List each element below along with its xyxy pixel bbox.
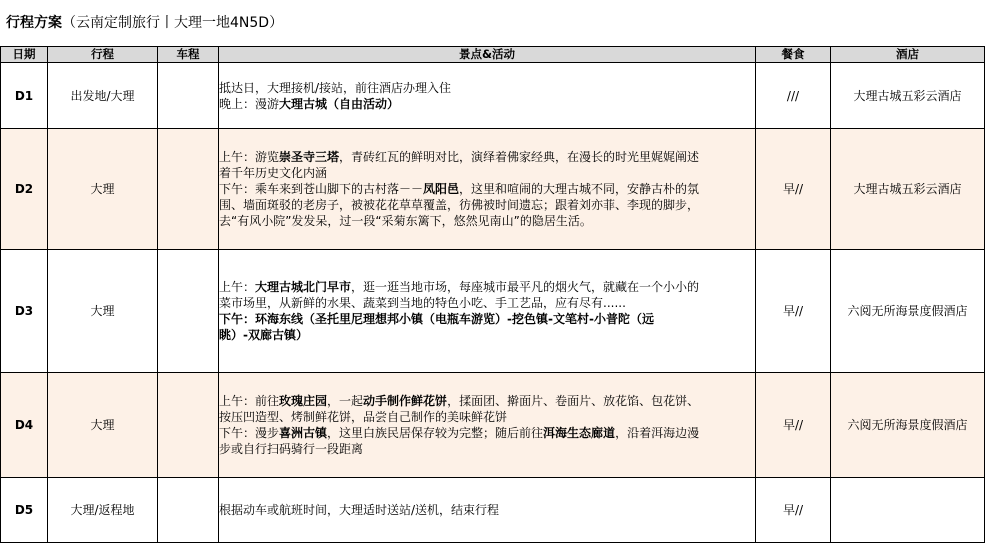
activity-line bbox=[219, 165, 755, 181]
table-row bbox=[1, 250, 985, 373]
activity-text: 下午：乘车来到苍山脚下的古村落－－ bbox=[219, 182, 424, 196]
meals-cell: 早// bbox=[756, 373, 831, 478]
hotel-cell: 大理古城五彩云酒店 bbox=[831, 129, 985, 250]
day-cell: D5 bbox=[1, 478, 48, 543]
activity-text: 晚上：漫游 bbox=[219, 96, 280, 111]
header-route: 行程 bbox=[48, 47, 158, 63]
meals-cell: /// bbox=[756, 63, 831, 129]
activity-text: 按压凹造型、烤制鲜花饼，品尝自己制作的美味鲜花饼 bbox=[219, 410, 508, 424]
activity-text: 着千年历史文化内涵 bbox=[219, 166, 328, 180]
activity-text: 抵达日，大理接机/接站，前往酒店办理入住 bbox=[219, 80, 452, 95]
activities-cell bbox=[219, 250, 756, 373]
activity-line bbox=[219, 409, 755, 425]
day-cell: D4 bbox=[1, 373, 48, 478]
activity-highlight: 下午：环海东线（圣托里尼理想邦小镇（电瓶车游览）-挖色镇-文笔村-小普陀（远 bbox=[219, 312, 654, 326]
day-cell: D3 bbox=[1, 250, 48, 373]
activity-highlight: 大理古城北门早市 bbox=[255, 280, 352, 294]
activity-line bbox=[219, 213, 755, 229]
hotel-cell: 大理古城五彩云酒店 bbox=[831, 63, 985, 129]
activity-text: 去“有风小院”发发呆，过一段“采菊东篱下，悠然见南山”的隐居生活。 bbox=[219, 214, 592, 228]
activity-text: 下午：漫步 bbox=[219, 426, 280, 440]
activity-highlight: 大理古城（自由活动） bbox=[279, 96, 400, 111]
activity-text: ，逛一逛当地市场，每座城市最平凡的烟火气，就藏在一个小小的 bbox=[351, 280, 700, 294]
activities-cell bbox=[219, 478, 756, 543]
route-cell: 大理 bbox=[48, 129, 158, 250]
activities-cell bbox=[219, 373, 756, 478]
activity-line bbox=[219, 279, 755, 295]
activity-text: ，青砖红瓦的鲜明对比，演绎着佛家经典，在漫长的时光里娓娓阐述 bbox=[339, 150, 700, 164]
meals-cell: 早// bbox=[756, 478, 831, 543]
activity-text: 上午：游览 bbox=[219, 150, 280, 164]
vehicle-cell bbox=[158, 373, 219, 478]
table-row bbox=[1, 373, 985, 478]
table-row bbox=[1, 129, 985, 250]
title-main: 行程方案 bbox=[6, 15, 62, 31]
activity-line bbox=[219, 327, 755, 343]
activity-line bbox=[219, 149, 755, 165]
activities-cell bbox=[219, 129, 756, 250]
header-vehicle: 车程 bbox=[158, 47, 219, 63]
route-cell: 大理 bbox=[48, 250, 158, 373]
activity-line bbox=[219, 197, 755, 213]
header-day: 日期 bbox=[1, 47, 48, 63]
activity-text: ，这里白族民居保存较为完整；随后前往 bbox=[327, 426, 544, 440]
hotel-cell bbox=[831, 478, 985, 543]
header-meals: 餐食 bbox=[756, 47, 831, 63]
activity-line bbox=[219, 295, 755, 311]
activity-line bbox=[219, 425, 755, 441]
activity-highlight: 玫瑰庄园 bbox=[279, 394, 328, 408]
route-cell: 大理/返程地 bbox=[48, 478, 158, 543]
activity-text: ，这里和喧闹的大理古城不同，安静古朴的氛 bbox=[459, 182, 700, 196]
route-cell: 大理 bbox=[48, 373, 158, 478]
vehicle-cell bbox=[158, 250, 219, 373]
header-hotel: 酒店 bbox=[831, 47, 985, 63]
activity-line bbox=[219, 80, 755, 96]
meals-cell: 早// bbox=[756, 129, 831, 250]
activity-highlight: 眺）-双廊古镇） bbox=[219, 328, 308, 342]
activity-highlight: 崇圣寺三塔 bbox=[279, 150, 340, 164]
activity-line bbox=[219, 393, 755, 409]
activity-line bbox=[219, 181, 755, 197]
vehicle-cell bbox=[158, 478, 219, 543]
activity-line bbox=[219, 96, 755, 112]
activity-highlight: 洱海生态廊道 bbox=[543, 426, 616, 440]
vehicle-cell bbox=[158, 129, 219, 250]
itinerary-table bbox=[0, 46, 985, 543]
table-row bbox=[1, 63, 985, 129]
day-cell: D2 bbox=[1, 129, 48, 250]
activity-text: 菜市场里，从新鲜的水果、蔬菜到当地的特色小吃、手工艺品，应有尽有...... bbox=[219, 296, 626, 310]
activity-text: 围、墙面斑驳的老房子，被被花花草草覆盖，彷佛被时间遗忘；跟着刘亦菲、李现的脚步， bbox=[219, 198, 700, 212]
route-cell: 出发地/大理 bbox=[48, 63, 158, 129]
activity-line bbox=[219, 311, 755, 327]
title-subtitle: （云南定制旅行丨大理一地4N5D） bbox=[62, 15, 284, 31]
activity-highlight: 凤阳邑 bbox=[423, 182, 460, 196]
activity-text: 步或自行扫码骑行一段距离 bbox=[219, 442, 364, 456]
meals-cell: 早// bbox=[756, 250, 831, 373]
activity-line bbox=[219, 441, 755, 457]
table-row bbox=[1, 478, 985, 543]
activity-highlight: 动手制作鲜花饼 bbox=[363, 394, 448, 408]
activity-text: 上午：前往 bbox=[219, 394, 280, 408]
header-row bbox=[1, 47, 985, 63]
hotel-cell: 六阅无所海景度假酒店 bbox=[831, 250, 985, 373]
activity-text: ，揉面团、擀面片、卷面片、放花馅、包花饼、 bbox=[447, 394, 700, 408]
header-activities: 景点&活动 bbox=[219, 47, 756, 63]
vehicle-cell bbox=[158, 63, 219, 129]
activity-text: 上午： bbox=[219, 280, 256, 294]
hotel-cell: 六阅无所海景度假酒店 bbox=[831, 373, 985, 478]
activity-text: ，一起 bbox=[327, 394, 364, 408]
activity-text: 根据动车或航班时间，大理适时送站/送机，结束行程 bbox=[219, 503, 500, 517]
activity-line bbox=[219, 502, 755, 518]
activities-cell bbox=[219, 63, 756, 129]
activity-text: ，沿着洱海边漫 bbox=[615, 426, 700, 440]
activity-highlight: 喜洲古镇 bbox=[279, 426, 328, 440]
day-cell: D1 bbox=[1, 63, 48, 129]
page-title bbox=[6, 12, 283, 34]
